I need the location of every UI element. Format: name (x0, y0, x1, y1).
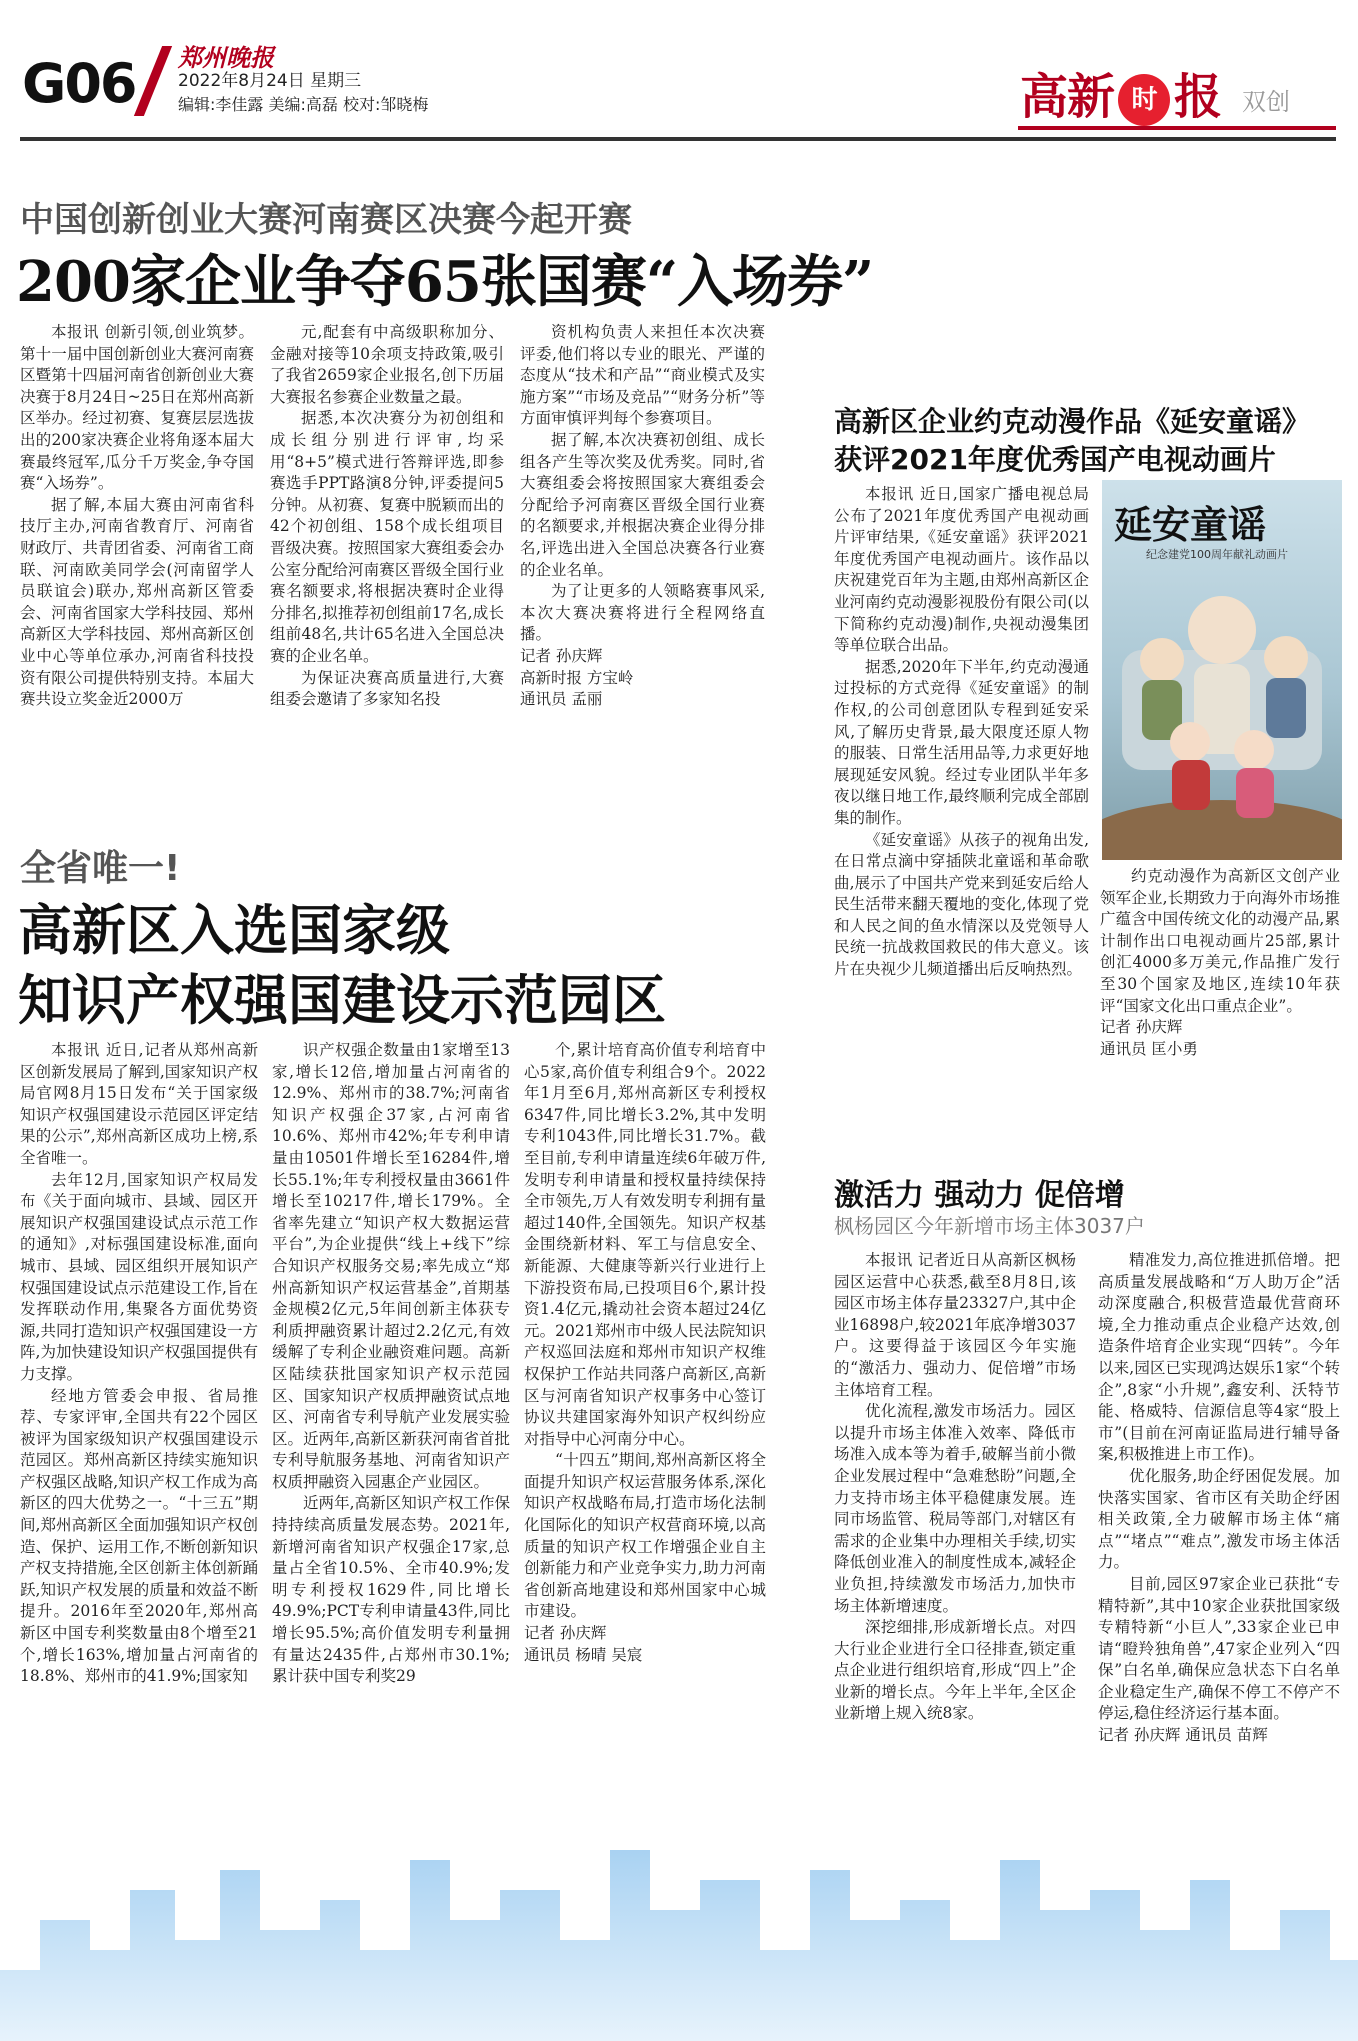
paragraph: 本报讯 近日,记者从郑州高新区创新发展局了解到,国家知识产权局官网8月15日发布“关于国家级知识产权强国建设示范园区评定结果的公示”,郑州高新区成功上榜,系全省唯一。 (20, 1041, 258, 1167)
edition-label: 双创 (1242, 88, 1290, 116)
article4-headline: 激活力 强动力 促倍增 (834, 1178, 1125, 1213)
brand-left: 高新 (1020, 69, 1115, 125)
byline: 通讯员 匡小勇 (1100, 1039, 1198, 1058)
poster-caption: 纪念建党100周年献礼动画片 (1146, 548, 1288, 561)
byline: 记者 孙庆辉 (520, 646, 603, 665)
paragraph: 为保证决赛高质量进行,大赛组委会邀请了多家知名投 (270, 668, 504, 709)
paper-name-logo: 郑州晚报 (178, 43, 274, 72)
article1-kicker: 中国创新创业大赛河南赛区决赛今起开赛 (20, 200, 632, 240)
publication-date: 2022年8月24日 星期三 (178, 71, 362, 91)
paragraph: 本报讯 近日,国家广播电视总局公布了2021年度优秀国产电视动画片评审结果,《延安童谣》获评2021年度优秀国产电视动画片。该作品以庆祝建党百年为主题,由郑州高新区企业河南约克动漫影视股份有限公司(以下简称约克动漫)制作,央视动漫集团等单位联合出品。 (834, 485, 1089, 655)
paragraph: 据悉,本次决赛分为初创组和成长组分别进行评审,均采用“8+5”模式进行答辩评选,即参赛选手PPT路演8分钟,评委提问5分钟。从初赛、复赛中脱颖而出的42个初创组、158个成长组项目晋级决赛。按照国家大赛组委会办公室分配给河南赛区晋级全国行业赛名额要求,将根据决赛时企业得分排名,拟推荐初创组前17名,成长组前48名,共计65名进入全国总决赛的企业名单。 (270, 409, 504, 665)
brand-right: 报 (1174, 69, 1222, 125)
article3-headline-line2: 获评2021年度优秀国产电视动画片 (834, 443, 1276, 476)
yanan-tongyao-poster-image (1102, 480, 1342, 860)
paragraph: 经地方管委会申报、省局推荐、专家评审,全国共有22个园区被评为国家级知识产权强国建设示范园区。郑州高新区持续实施知识产权强区战略,知识产权工作成为高新区的四大优势之一。“十三五”期间,郑州高新区全面加强知识产权创造、保护、运用工作,不断创新知识产权支持措施,全区创新主体创新踊跃,知识产权发展的质量和效益不断提升。2016年至2020年,郑州高新区中国专利奖数量由8个增至21个,增长163%,增加量占河南省的18.8%、郑州市的41.9%;国家知 (20, 1386, 258, 1686)
byline: 记者 孙庆辉 通讯员 苗辉 (1098, 1726, 1268, 1745)
paragraph: 据了解,本次决赛初创组、成长组各产生等次奖及优秀奖。同时,省大赛组委会将按照国家大赛组委会分配给予河南赛区晋级全国行业赛的名额要求,并根据决赛企业得分排名,评选出进入全国总决赛各行业赛的企业名单。 (520, 430, 765, 579)
paragraph: 为了让更多的人领略赛事风采,本次大赛决赛将进行全程网络直播。 (520, 582, 765, 644)
article2-headline-line1: 高新区入选国家级 (18, 899, 450, 962)
article2-column-2 (272, 1040, 510, 1810)
paragraph: 元,配套有中高级职称加分、金融对接等10余项支持政策,吸引了我省2659家企业报名,创下历届大赛报名参赛企业数量之最。 (270, 323, 504, 406)
article1-column-2 (270, 322, 504, 792)
paragraph: 精准发力,高位推进抓倍增。把高质量发展战略和“万人助万企”活动深度融合,积极营造最优营商环境,全力推动重点企业稳产达效,创造条件培育企业实现“四转”。今年以来,园区已实现鸿达娱乐1家“个转企”,8家“小升规”,鑫安利、沃特节能、格威特、信源信息等4家“股上市”(目前在河南证监局进行辅导备案,积极推进上市工作)。 (1098, 1251, 1340, 1464)
article3-headline-line1: 高新区企业约克动漫作品《延安童谣》 (834, 405, 1311, 438)
byline: 通讯员 杨晴 吴宸 (524, 1645, 643, 1664)
paragraph: 识产权强企数量由1家增至13家,增长12倍,增加量占河南省的12.9%、郑州市的38.7%;河南省知识产权强企37家,占河南省10.6%、郑州市42%;年专利申请量由10501件增长至16284件,增长55.1%;年专利授权量由3661件增长至10217件,增长179%。全省率先建立“知识产权大数据运营平台”,为企业提供“线上+线下”综合知识产权服务交易;率先成立“郑州高新知识产权运营基金”,首期基金规模2亿元,5年间创新主体获专利质押融资累计超过2.2亿元,有效缓解了专利企业融资难问题。高新区陆续获批国家知识产权示范园区、国家知识产权质押融资试点地区、河南省专利导航产业发展实验区。近两年,高新区新获河南省首批专利导航服务基地、河南省知识产权质押融资入园惠企产业园区。 (272, 1041, 510, 1491)
section-brand (1020, 58, 1221, 127)
article4-column-2 (1098, 1250, 1340, 1820)
article4-column-1 (834, 1250, 1076, 1820)
paragraph: 本报讯 创新引领,创业筑梦。第十一届中国创新创业大赛河南赛区暨第十四届河南省创新创业大赛决赛于8月24日~25日在郑州高新区举办。经过初赛、复赛层层选拔出的200家决赛企业将角逐本届大赛最终冠军,瓜分千万奖金,争夺国赛“入场券”。 (20, 323, 254, 493)
paragraph: 近两年,高新区知识产权工作保持持续高质量发展态势。2021年,新增河南省知识产权强企17家,总量占全省10.5%、全市40.9%;发明专利授权1629件,同比增长49.9%;PCT专利申请量43件,同比增长95.5%;高价值发明专利量拥有量达2435件,占郑州市30.1%;累计获中国专利奖29 (272, 1494, 510, 1686)
paragraph: 深挖细排,形成新增长点。对四大行业企业进行全口径排查,锁定重点企业进行组织培育,形成“四上”企业新的增长点。今年上半年,全区企业新增上规入统8家。 (834, 1618, 1076, 1723)
paragraph: 目前,园区97家企业已获批“专精特新”,其中10家企业获批国家级专精特新“小巨人”,33家企业已申请“瞪羚独角兽”,47家企业列入“四保”白名单,确保应急状态下白名单企业稳定生产,确保不停工不停产不停运,稳住经济运行基本面。 (1098, 1574, 1340, 1723)
paragraph: “十四五”期间,郑州高新区将全面提升知识产权运营服务体系,深化知识产权战略布局,打造市场化法制化国际化的知识产权营商环境,以高质量的知识产权工作增强企业自主创新能力和产业竞争实力,助力河南省创新高地建设和郑州国家中心城市建设。 (524, 1451, 766, 1621)
article3-column-1 (834, 484, 1089, 1104)
article1-headline: 200家企业争夺65张国赛“入场券” (16, 249, 874, 315)
header-divider (20, 137, 1336, 141)
paragraph: 据了解,本届大赛由河南省科技厅主办,河南省教育厅、河南省财政厅、共青团省委、河南省工商联、河南欧美同学会(河南留学人员联谊会)联办,郑州高新区管委会、河南省国家大学科技园、郑州高新区大学科技园、郑州高新区创业中心等单位承办,河南省科技投资有限公司提供特别支持。本届大赛共设立奖金近2000万 (20, 495, 254, 709)
city-skyline-decoration (0, 1830, 1358, 2041)
article1-column-1 (20, 322, 254, 792)
poster-title: 延安童谣 (1114, 502, 1267, 547)
brand-circle-badge: 时 (1118, 74, 1170, 126)
paragraph: 约克动漫作为高新区文创产业领军企业,长期致力于向海外市场推广蕴含中国传统文化的动漫产品,累计制作出口电视动画片25部,累计创汇4000多万美元,作品推广发行至30个国家及地区,连续10年获评“国家文化出口重点企业”。 (1100, 867, 1340, 1015)
byline: 高新时报 方宝岭 (520, 668, 634, 687)
paragraph: 《延安童谣》从孩子的视角出发,在日常点滴中穿插陕北童谣和革命歌曲,展示了中国共产党来到延安后给人民生活带来翻天覆地的变化,体现了党和人民之间的鱼水情深以及党领导人民统一抗战救国救民的伟大意义。该片在央视少儿频道播出后反响热烈。 (834, 830, 1089, 979)
byline: 记者 孙庆辉 (524, 1624, 607, 1643)
article2-column-1 (20, 1040, 258, 1810)
article1-column-3 (520, 322, 765, 792)
article2-kicker: 全省唯一! (20, 848, 181, 889)
brand-underline (1018, 126, 1336, 130)
paragraph: 本报讯 记者近日从高新区枫杨园区运营中心获悉,截至8月8日,该园区市场主体存量23327户,其中企业16898户,较2021年底净增3037户。这要得益于该园区今年实施的“激活力、强动力、促倍增”市场主体培育工程。 (834, 1251, 1076, 1399)
article2-column-3 (524, 1040, 766, 1810)
paragraph: 去年12月,国家知识产权局发布《关于面向城市、县域、园区开展知识产权强国建设试点示范工作的通知》,对标强国建设标准,面向城市、县域、园区组织开展知识产权强国建设试点示范建设工作,旨在发挥联动作用,集聚各方面优势资源,共同打造知识产权强国建设一方阵,为加快建设知识产权强国提供有力支撑。 (20, 1170, 258, 1383)
article4-subheadline: 枫杨园区今年新增市场主体3037户 (834, 1214, 1145, 1238)
paragraph: 优化流程,激发市场活力。园区以提升市场主体准入效率、降低市场准入成本等为着手,破解当前小微企业发展过程中“急难愁盼”问题,全力支持市场主体平稳健康发展。连同市场监管、税局等部门,对辖区有需求的企业集中办理相关手续,切实降低创业准入的制度性成本,减轻企业负担,持续激发市场活力,加快市场主体新增速度。 (834, 1402, 1076, 1615)
article3-column-2 (1100, 866, 1340, 1106)
paragraph: 优化服务,助企纾困促发展。加快落实国家、省市区有关助企纾困相关政策,全力破解市场主体“痛点”“堵点”“难点”,激发市场主体活力。 (1098, 1466, 1340, 1572)
paragraph: 资机构负责人来担任本次决赛评委,他们将以专业的眼光、严谨的态度从“技术和产品”“商业模式及实施方案”“市场及竞品”“财务分析”等方面审慎评判每个参赛项目。 (520, 323, 765, 428)
paragraph: 个,累计培育高价值专利培育中心5家,高价值专利组合9个。2022年1月至6月,郑州高新区专利授权6347件,同比增长3.2%,其中发明专利1043件,同比增长31.7%。截至目前,专利申请量连续6年破万件,发明专利申请量和授权量持续保持全市领先,万人有效发明专利拥有量超过140件,全国领先。知识产权基金围绕新材料、军工与信息安全、新能源、大健康等新兴行业进行上下游投资布局,已投项目6个,累计投资1.4亿元,撬动社会资本超过24亿元。2021郑州市中级人民法院知识产权巡回法庭和郑州市知识产权维权保护工作站共同落户高新区,高新区与河南省知识产权事务中心签订协议共建国家海外知识产权纠纷应对指导中心河南分中心。 (524, 1041, 766, 1448)
header-slash-decoration (134, 46, 172, 116)
page-number: G06 (22, 52, 136, 115)
byline: 通讯员 孟丽 (520, 690, 603, 709)
article2-headline-line2: 知识产权强国建设示范园区 (18, 969, 666, 1032)
paragraph: 据悉,2020年下半年,约克动漫通过投标的方式竞得《延安童谣》的制作权,的公司创意团队专程到延安采风,了解历史背景,最大限度还原人物的服装、日常生活用品等,力求更好地展现延安风貌。经过专业团队半年多夜以继日地工作,最终顺利完成全部剧集的制作。 (834, 657, 1089, 827)
byline: 记者 孙庆辉 (1100, 1018, 1183, 1037)
editor-credits: 编辑:李佳露 美编:高磊 校对:邹晓梅 (178, 95, 429, 114)
